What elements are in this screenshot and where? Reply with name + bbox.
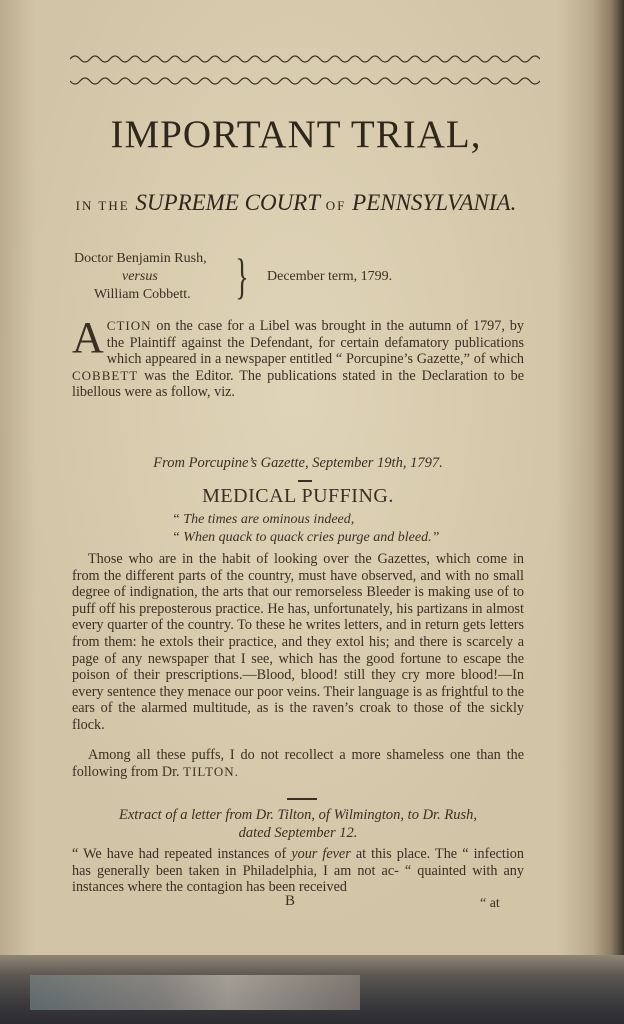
paragraph-action-end: was the Editor. The publications stated in the Declaration to be libellous were as follow, viz. bbox=[72, 367, 524, 401]
first-word: CTION bbox=[106, 318, 152, 333]
subtitle-state: PENNSYLVANIA. bbox=[352, 190, 517, 215]
source-line: From Porcupine’s Gazette, September 19th, 1797. bbox=[153, 455, 443, 471]
plaintiff: Doctor Benjamin Rush, bbox=[74, 251, 207, 266]
scan-color-strip bbox=[30, 975, 360, 1010]
paragraph-action-text: on the case for a Libel was brought in the autumn of 1797, by the Plaintiff against the Defendant, for certain defamatory publications which appeared in a newspaper entitled “ Porcupine’s Gazette,” of which bbox=[106, 318, 524, 368]
paragraph-among-text: Among all these puffs, I do not recollect a more shameless one than the following from Dr. bbox=[72, 747, 524, 780]
editor-name: COBBETT bbox=[72, 367, 139, 383]
drop-cap: A bbox=[72, 313, 104, 362]
catchword: “ at bbox=[480, 896, 500, 911]
brace-icon: } bbox=[235, 248, 249, 304]
page-title: IMPORTANT TRIAL, bbox=[110, 113, 482, 156]
signature-mark: B bbox=[285, 893, 296, 909]
subtitle-court: SUPREME COURT bbox=[135, 190, 321, 215]
accent-mark bbox=[298, 480, 312, 482]
paragraph-letter-part-1: “ We have had repeated instances of bbox=[72, 846, 292, 862]
paragraph-letter bbox=[72, 846, 524, 896]
court-term: December term, 1799. bbox=[267, 269, 393, 284]
paragraph-puffing: Those who are in the habit of looking over the Gazettes, which come in from the different parts of the country, must have observed, and with no small degree of indignation, the arts that our remorseless Bleeder is making use of to puff off his preposterous practice. He has, unfortunately, his partizans in almost every quarter of the country. To these he writes letters, and in return gets letters from them: he extols their practice, and they extol his; and there is scarcely a page of any newspaper that I see, which has the good fortune to escape the poison of their prescriptions.—Blood, blood! still they cry more blood!—In every sentence they menace our poor veins. Their language is as frightful to the ears of the alarmed multitude, as is the raven’s croak to those of the sickly flock. bbox=[72, 551, 524, 733]
paragraph-letter-part-2: at this place. The “ infection has generally been taken in Philadelphia, I am not ac- “ quainted with any instances where the contagion has been received bbox=[72, 846, 524, 896]
epigraph-line-2: “ When quack to quack cries purge and bleed.” bbox=[172, 530, 440, 545]
subtitle-in-the: IN THE bbox=[75, 198, 130, 213]
divider bbox=[287, 798, 317, 800]
paragraph-action bbox=[72, 313, 524, 401]
extract-heading-line-1: Extract of a letter from Dr. Tilton, of Wilmington, to Dr. Rush, bbox=[119, 807, 477, 823]
defendant: William Cobbett. bbox=[94, 287, 191, 302]
subtitle-of: OF bbox=[325, 198, 347, 213]
ornament-rule-top bbox=[70, 52, 540, 66]
page-edge bbox=[592, 0, 624, 955]
paragraph-among bbox=[72, 747, 524, 780]
epigraph-line-1: “ The times are ominous indeed, bbox=[172, 512, 355, 527]
versus: versus bbox=[122, 269, 158, 284]
ornament-rule-bottom bbox=[70, 74, 540, 88]
subtitle bbox=[0, 190, 592, 216]
tilton-name: TILTON. bbox=[183, 763, 239, 779]
extract-heading-line-2: dated September 12. bbox=[238, 825, 358, 841]
extract-heading bbox=[72, 806, 524, 842]
paragraph-letter-emphasis: your fever bbox=[291, 846, 351, 862]
section-heading: MEDICAL PUFFING. bbox=[202, 485, 394, 507]
